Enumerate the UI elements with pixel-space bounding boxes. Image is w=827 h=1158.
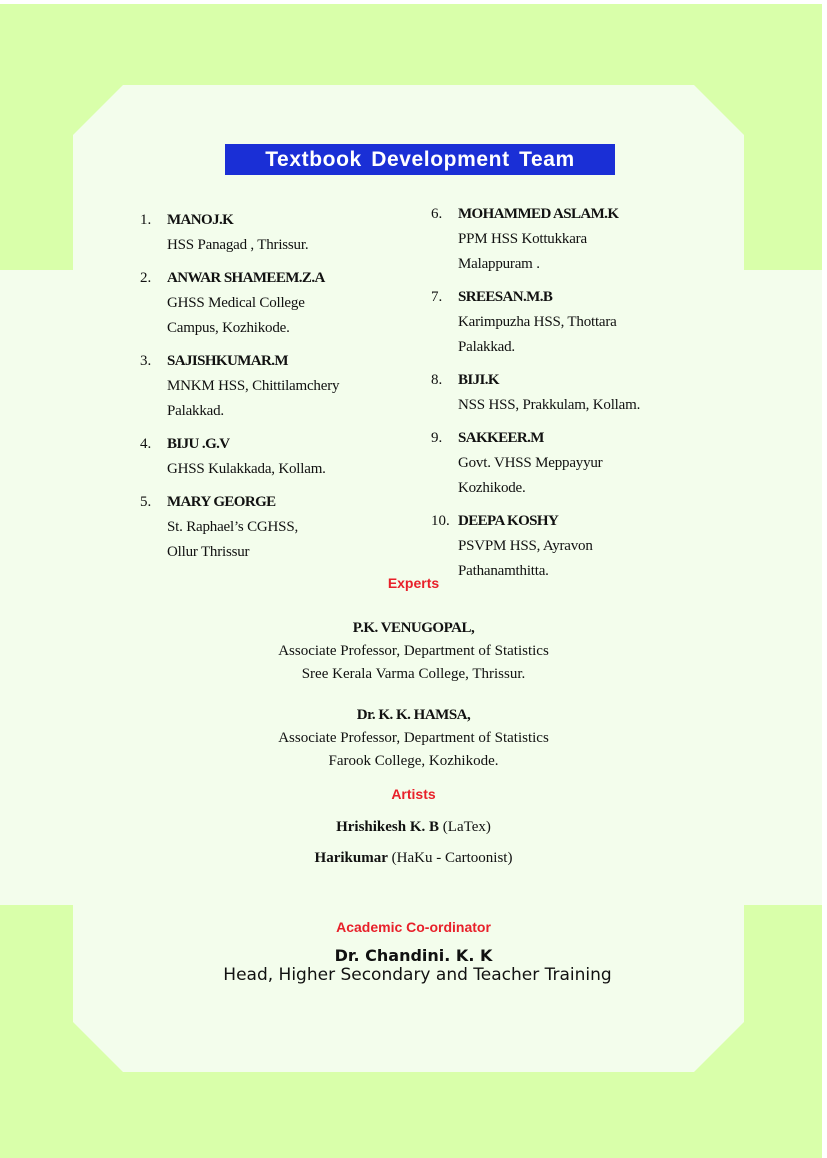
- member-school: Ollur Thrissur: [167, 544, 250, 560]
- artist-note: (HaKu - Cartoonist): [391, 850, 513, 866]
- member-school: Pathanamthitta.: [458, 563, 549, 579]
- expert-designation: Associate Professor, Department of Statistics: [278, 730, 549, 746]
- member-school: GHSS Medical College: [167, 295, 305, 311]
- artist-name: Harikumar: [314, 850, 388, 866]
- page-title: Textbook Development Team: [225, 144, 615, 175]
- member-number: 2.: [140, 270, 152, 286]
- member-entry: [140, 266, 443, 341]
- member-school: PPM HSS Kottukkara: [458, 231, 587, 247]
- member-school: MNKM HSS, Chittilamchery: [167, 378, 340, 394]
- member-number: 6.: [431, 206, 443, 222]
- member-entry: [431, 202, 731, 277]
- member-entry: [431, 285, 731, 360]
- artist-entry: [0, 819, 827, 836]
- expert-institution: Sree Kerala Varma College, Thrissur.: [301, 666, 526, 682]
- member-name: MOHAMMED ASLAM.K: [458, 206, 619, 222]
- member-school: Malappuram .: [458, 256, 540, 272]
- member-entry: [431, 426, 731, 501]
- member-number: 10.: [431, 513, 450, 529]
- member-school: Karimpuzha HSS, Thottara: [458, 314, 617, 330]
- experts-heading: Experts: [387, 575, 440, 591]
- member-school: Palakkad.: [458, 339, 515, 355]
- member-name: MANOJ.K: [167, 212, 234, 228]
- member-name: DEEPA KOSHY: [458, 513, 559, 529]
- coordinator-role: Head, Higher Secondary and Teacher Training: [223, 965, 612, 985]
- artist-note: (LaTex): [442, 819, 491, 835]
- member-school: HSS Panagad , Thrissur.: [167, 237, 309, 253]
- member-school: Palakkad.: [167, 403, 224, 419]
- expert-institution: Farook College, Kozhikode.: [328, 753, 499, 769]
- member-school: Campus, Kozhikode.: [167, 320, 290, 336]
- coordinator-heading: Academic Co-ordinator: [336, 919, 491, 935]
- member-school: Govt. VHSS Meppayyur: [458, 455, 603, 471]
- member-school: GHSS Kulakkada, Kollam.: [167, 461, 326, 477]
- member-name: BIJI.K: [458, 372, 499, 388]
- artist-name: Hrishikesh K. B: [336, 819, 440, 835]
- member-entry: [431, 368, 731, 418]
- expert-designation: Associate Professor, Department of Statistics: [278, 643, 549, 659]
- expert-name: Dr. K. K. HAMSA,: [356, 707, 471, 723]
- member-number: 3.: [140, 353, 152, 369]
- member-name: SREESAN.M.B: [458, 289, 553, 305]
- expert-entry: [0, 617, 827, 686]
- member-entry: [140, 208, 440, 258]
- member-name: ANWAR SHAMEEM.Z.A: [167, 270, 325, 286]
- artist-entry: [0, 850, 827, 867]
- coordinator-name: Dr. Chandini. K. K: [334, 946, 493, 965]
- member-name: MARY GEORGE: [167, 494, 276, 510]
- member-school: PSVPM HSS, Ayravon: [458, 538, 593, 554]
- member-number: 1.: [140, 212, 152, 228]
- member-number: 4.: [140, 436, 152, 452]
- member-number: 8.: [431, 372, 443, 388]
- member-school: Kozhikode.: [458, 480, 526, 496]
- member-name: SAKKEER.M: [458, 430, 544, 446]
- member-entry: [140, 432, 440, 482]
- member-school: St. Raphael’s CGHSS,: [167, 519, 299, 535]
- member-school: NSS HSS, Prakkulam, Kollam.: [458, 397, 641, 413]
- expert-name: P.K. VENUGOPAL,: [352, 620, 475, 636]
- member-number: 9.: [431, 430, 443, 446]
- expert-entry: [0, 704, 827, 773]
- members-right-column: [431, 202, 731, 592]
- member-number: 5.: [140, 494, 152, 510]
- member-number: 7.: [431, 289, 443, 305]
- member-entry: [140, 490, 440, 565]
- member-entry: [431, 509, 731, 584]
- member-name: BIJU .G.V: [167, 436, 230, 452]
- member-name: SAJISHKUMAR.M: [167, 353, 288, 369]
- member-entry: [140, 349, 443, 424]
- artists-heading: Artists: [391, 786, 436, 802]
